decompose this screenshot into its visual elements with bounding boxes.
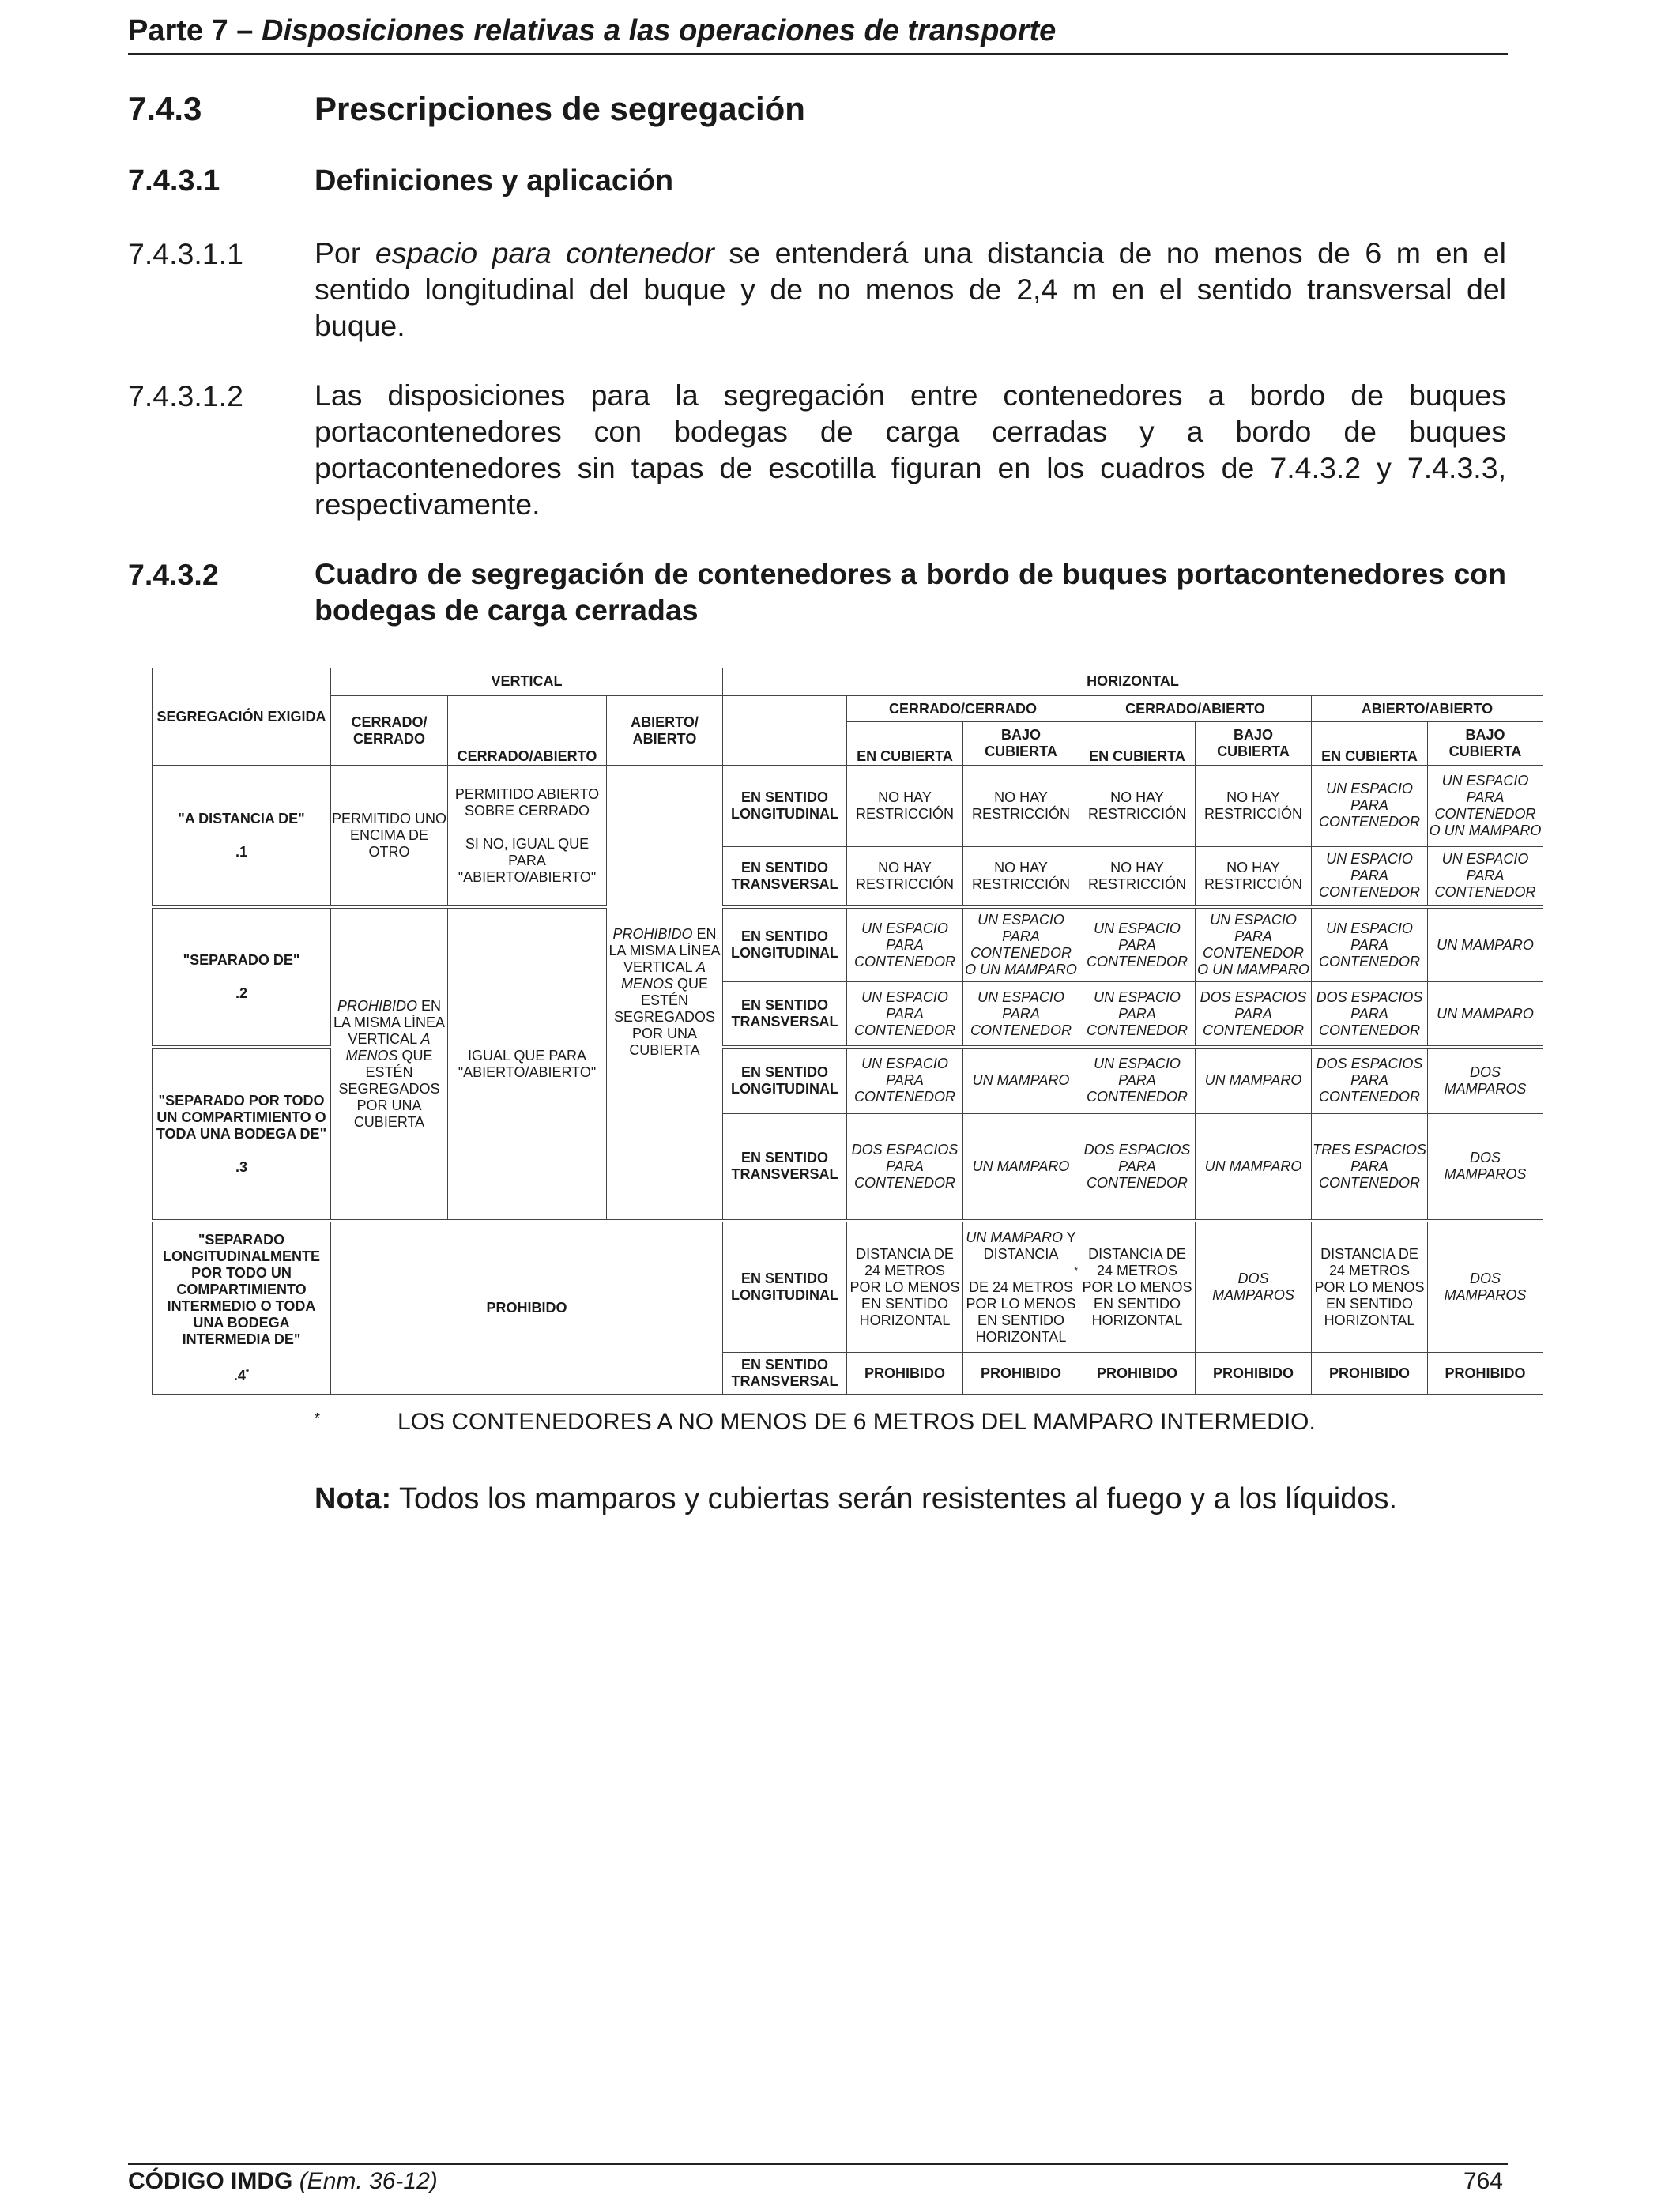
dir-trans: EN SENTIDO TRANSVERSAL (723, 982, 847, 1047)
header-vertical-ca: CERRADO/ABIERTO (448, 695, 607, 766)
cell: DOS MAMPAROS (1428, 1113, 1543, 1221)
footnote-star: * (315, 1410, 321, 1426)
dir-long: EN SENTIDO LONGITUDINAL (723, 1047, 847, 1113)
cell-text: Y DISTANCIA (983, 1229, 1076, 1262)
cell: UN ESPACIO PARA CONTENEDOR (1428, 846, 1543, 907)
cell: PROHIBIDO (1079, 1353, 1196, 1395)
paragraph-number: 7.4.3.1.1 (128, 237, 243, 270)
cell-text: UN MAMPARO (966, 1229, 1063, 1245)
header-h-aa: ABIERTO/ABIERTO (1312, 695, 1543, 722)
cell: NO HAY RESTRICCIÓN (1079, 846, 1196, 907)
cell: DOS ESPACIOS PARA CONTENEDOR (1312, 1047, 1428, 1113)
row-label-1 (153, 766, 331, 907)
row-label-text: "SEPARADO DE" (183, 951, 300, 968)
term-espacio-contenedor: espacio para contenedor (375, 236, 714, 269)
cell-text: DE 24 METROS POR LO MENOS EN SENTIDO HORIZONTAL (966, 1278, 1076, 1345)
header-h-ca: CERRADO/ABIERTO (1079, 695, 1312, 722)
cell: NO HAY RESTRICCIÓN (1196, 766, 1312, 846)
cell-text: PROHIBIDO (337, 997, 417, 1014)
cell: UN MAMPARO (1428, 982, 1543, 1047)
note (315, 1482, 1397, 1516)
header-title: Disposiciones relativas a las operaciones de transporte (262, 14, 1057, 47)
page-number: 764 (1463, 2168, 1503, 2194)
subsection-title: Definiciones y aplicación (315, 164, 674, 198)
cell: UN MAMPARO (1428, 907, 1543, 982)
dir-long: EN SENTIDO LONGITUDINAL (723, 766, 847, 846)
header-part: Parte 7 – (128, 14, 254, 47)
cell: DOS ESPACIOS PARA CONTENEDOR (1196, 982, 1312, 1047)
cell: UN ESPACIO PARA CONTENEDOR (1079, 982, 1196, 1047)
cell: NO HAY RESTRICCIÓN (847, 846, 963, 907)
row-number-text: .4 (233, 1368, 246, 1384)
cell: UN ESPACIO PARA CONTENEDOR O UN MAMPARO (1196, 907, 1312, 982)
note-text: Todos los mamparos y cubiertas serán resistentes al fuego y a los líquidos. (391, 1482, 1398, 1515)
header-en-cubierta: EN CUBIERTA (847, 722, 963, 766)
paragraph-number: 7.4.3.1.2 (128, 379, 243, 412)
header-vertical: VERTICAL (331, 668, 723, 696)
cell: UN ESPACIO PARA CONTENEDOR (1312, 907, 1428, 982)
paragraph-74311 (315, 235, 1506, 344)
cell-v1-cc: PERMITIDO UNO ENCIMA DE OTRO (331, 766, 448, 907)
cell: DOS ESPACIOS PARA CONTENEDOR (1079, 1113, 1196, 1221)
footnote-marker: * (1074, 1264, 1078, 1276)
cell: PROHIBIDO (1312, 1353, 1428, 1395)
row-label-4 (153, 1221, 331, 1394)
cell-v23-ca: IGUAL QUE PARA "ABIERTO/ABIERTO" (448, 907, 607, 1221)
cell: PROHIBIDO (1196, 1353, 1312, 1395)
cell: PROHIBIDO (963, 1353, 1079, 1395)
footer-code: CÓDIGO IMDG (128, 2168, 293, 2194)
cell-text: QUE ESTÉN SEGREGADOS POR UNA CUBIERTA (613, 976, 716, 1059)
cell-text: EN LA MISMA LÍNEA VERTICAL (333, 997, 446, 1047)
cell-text: EN LA MISMA LÍNEA VERTICAL (608, 926, 721, 976)
footer-edition: (Enm. 36-12) (299, 2168, 438, 2194)
cell: NO HAY RESTRICCIÓN (1196, 846, 1312, 907)
cell: DOS ESPACIOS PARA CONTENEDOR (1312, 982, 1428, 1047)
segregation-table (152, 668, 1543, 1395)
cell: DOS MAMPAROS (1428, 1221, 1543, 1353)
cell: DISTANCIA DE 24 METROS POR LO MENOS EN SENTIDO HORIZONTAL (1079, 1221, 1196, 1353)
cell-text: SI NO, IGUAL QUE PARA "ABIERTO/ABIERTO" (458, 835, 597, 885)
cell: DOS MAMPAROS (1428, 1047, 1543, 1113)
row-label-3 (153, 1047, 331, 1221)
cell: UN MAMPARO (963, 1047, 1079, 1113)
row-label-2 (153, 907, 331, 1047)
cell: UN ESPACIO PARA CONTENEDOR (963, 982, 1079, 1047)
section-number: 7.4.3 (128, 90, 202, 127)
cell: UN MAMPARO (1196, 1047, 1312, 1113)
table-caption: Cuadro de segregación de contenedores a bordo de buques portacontenedores con bodegas de carga cerradas (315, 557, 1506, 627)
cell: UN ESPACIO PARA CONTENEDOR (1312, 766, 1428, 846)
paragraph-post: se entenderá una distancia de no menos de 6 m en el sentido longitudinal del buque y de no menos de 2,4 m en el sentido transversal del buque. (315, 236, 1506, 342)
running-header (128, 14, 1508, 55)
header-en-cubierta: EN CUBIERTA (1312, 722, 1428, 766)
footnote-text: LOS CONTENEDORES A NO MENOS DE 6 METROS DEL MAMPARO INTERMEDIO. (397, 1409, 1316, 1435)
subsection-number: 7.4.3.1 (128, 164, 220, 198)
cell-text: A MENOS (620, 959, 706, 992)
cell: TRES ESPACIOS PARA CONTENEDOR (1312, 1113, 1428, 1221)
note-label: Nota: (315, 1482, 392, 1515)
row-number: .1 (235, 844, 247, 860)
row-label-text: "SEPARADO POR TODO UN COMPARTIMIENTO O TODA UNA BODEGA DE" (156, 1092, 327, 1142)
paragraph-number: 7.4.3.2 (128, 558, 219, 591)
cell: DOS MAMPAROS (1196, 1221, 1312, 1353)
cell-v23-cc (331, 907, 448, 1221)
dir-long: EN SENTIDO LONGITUDINAL (723, 907, 847, 982)
cell: UN ESPACIO PARA CONTENEDOR (847, 907, 963, 982)
row-number (153, 1365, 330, 1384)
cell: DISTANCIA DE 24 METROS POR LO MENOS EN SENTIDO HORIZONTAL (847, 1221, 963, 1353)
cell: UN MAMPARO (963, 1113, 1079, 1221)
header-vertical-cc: CERRADO/ CERRADO (331, 695, 448, 766)
header-bajo-cubierta: BAJO CUBIERTA (1428, 722, 1543, 766)
row-number: .2 (235, 985, 247, 1001)
cell: UN ESPACIO PARA CONTENEDOR (1079, 907, 1196, 982)
cell: NO HAY RESTRICCIÓN (963, 766, 1079, 846)
cell: DOS ESPACIOS PARA CONTENEDOR (847, 1113, 963, 1221)
cell: NO HAY RESTRICCIÓN (1079, 766, 1196, 846)
dir-trans: EN SENTIDO TRANSVERSAL (723, 846, 847, 907)
cell: UN ESPACIO PARA CONTENEDOR (1079, 1047, 1196, 1113)
cell: UN ESPACIO PARA CONTENEDOR (847, 982, 963, 1047)
header-segregacion: SEGREGACIÓN EXIGIDA (153, 668, 331, 766)
cell-text: A MENOS (345, 1030, 431, 1064)
cell: PROHIBIDO (1428, 1353, 1543, 1395)
paragraph-pre: Por (315, 236, 375, 269)
cell: NO HAY RESTRICCIÓN (963, 846, 1079, 907)
cell: PROHIBIDO (847, 1353, 963, 1395)
header-horizontal: HORIZONTAL (723, 668, 1543, 696)
cell-v1-ca (448, 766, 607, 907)
cell-v4: PROHIBIDO (331, 1221, 723, 1394)
header-vertical-aa: ABIERTO/ ABIERTO (607, 695, 723, 766)
cell: UN ESPACIO PARA CONTENEDOR O UN MAMPARO (1428, 766, 1543, 846)
row-number: .3 (235, 1158, 247, 1175)
cell: UN ESPACIO PARA CONTENEDOR O UN MAMPARO (963, 907, 1079, 982)
header-bajo-cubierta: BAJO CUBIERTA (1196, 722, 1312, 766)
row-label-text: "SEPARADO LONGITUDINALMENTE POR TODO UN COMPARTIMIENTO INTERMEDIO O TODA UNA BODEGA INTERMEDIA DE" (163, 1232, 320, 1348)
cell: DISTANCIA DE 24 METROS POR LO MENOS EN SENTIDO HORIZONTAL (1312, 1221, 1428, 1353)
header-blank (723, 695, 847, 766)
cell: UN ESPACIO PARA CONTENEDOR (847, 1047, 963, 1113)
section-title: Prescripciones de segregación (315, 90, 805, 127)
footnote-marker: * (245, 1368, 250, 1378)
cell-mamparo-distancia (963, 1221, 1079, 1353)
dir-trans: EN SENTIDO TRANSVERSAL (723, 1113, 847, 1221)
paragraph-74312: Las disposiciones para la segregación entre contenedores a bordo de buques portacontenedores con bodegas de carga cerradas y a bordo de buques portacontenedores sin tapas de escotilla figuran en los cuadros de 7.4.3.2 y 7.4.3.3, respectivamente. (315, 378, 1506, 521)
row-label-text: "A DISTANCIA DE" (178, 811, 305, 827)
header-h-cc: CERRADO/CERRADO (847, 695, 1079, 722)
dir-trans: EN SENTIDO TRANSVERSAL (723, 1353, 847, 1395)
running-footer (128, 2163, 1508, 2195)
header-bajo-cubierta: BAJO CUBIERTA (963, 722, 1079, 766)
cell: UN MAMPARO (1196, 1113, 1312, 1221)
cell-text: PROHIBIDO (612, 926, 693, 943)
cell-text: QUE ESTÉN SEGREGADOS POR UNA CUBIERTA (338, 1047, 440, 1130)
dir-long: EN SENTIDO LONGITUDINAL (723, 1221, 847, 1353)
cell: UN ESPACIO PARA CONTENEDOR (1312, 846, 1428, 907)
cell-text: PERMITIDO ABIERTO SOBRE CERRADO (454, 785, 600, 819)
cell: NO HAY RESTRICCIÓN (847, 766, 963, 846)
header-en-cubierta: EN CUBIERTA (1079, 722, 1196, 766)
cell-v-aa (607, 766, 723, 1221)
